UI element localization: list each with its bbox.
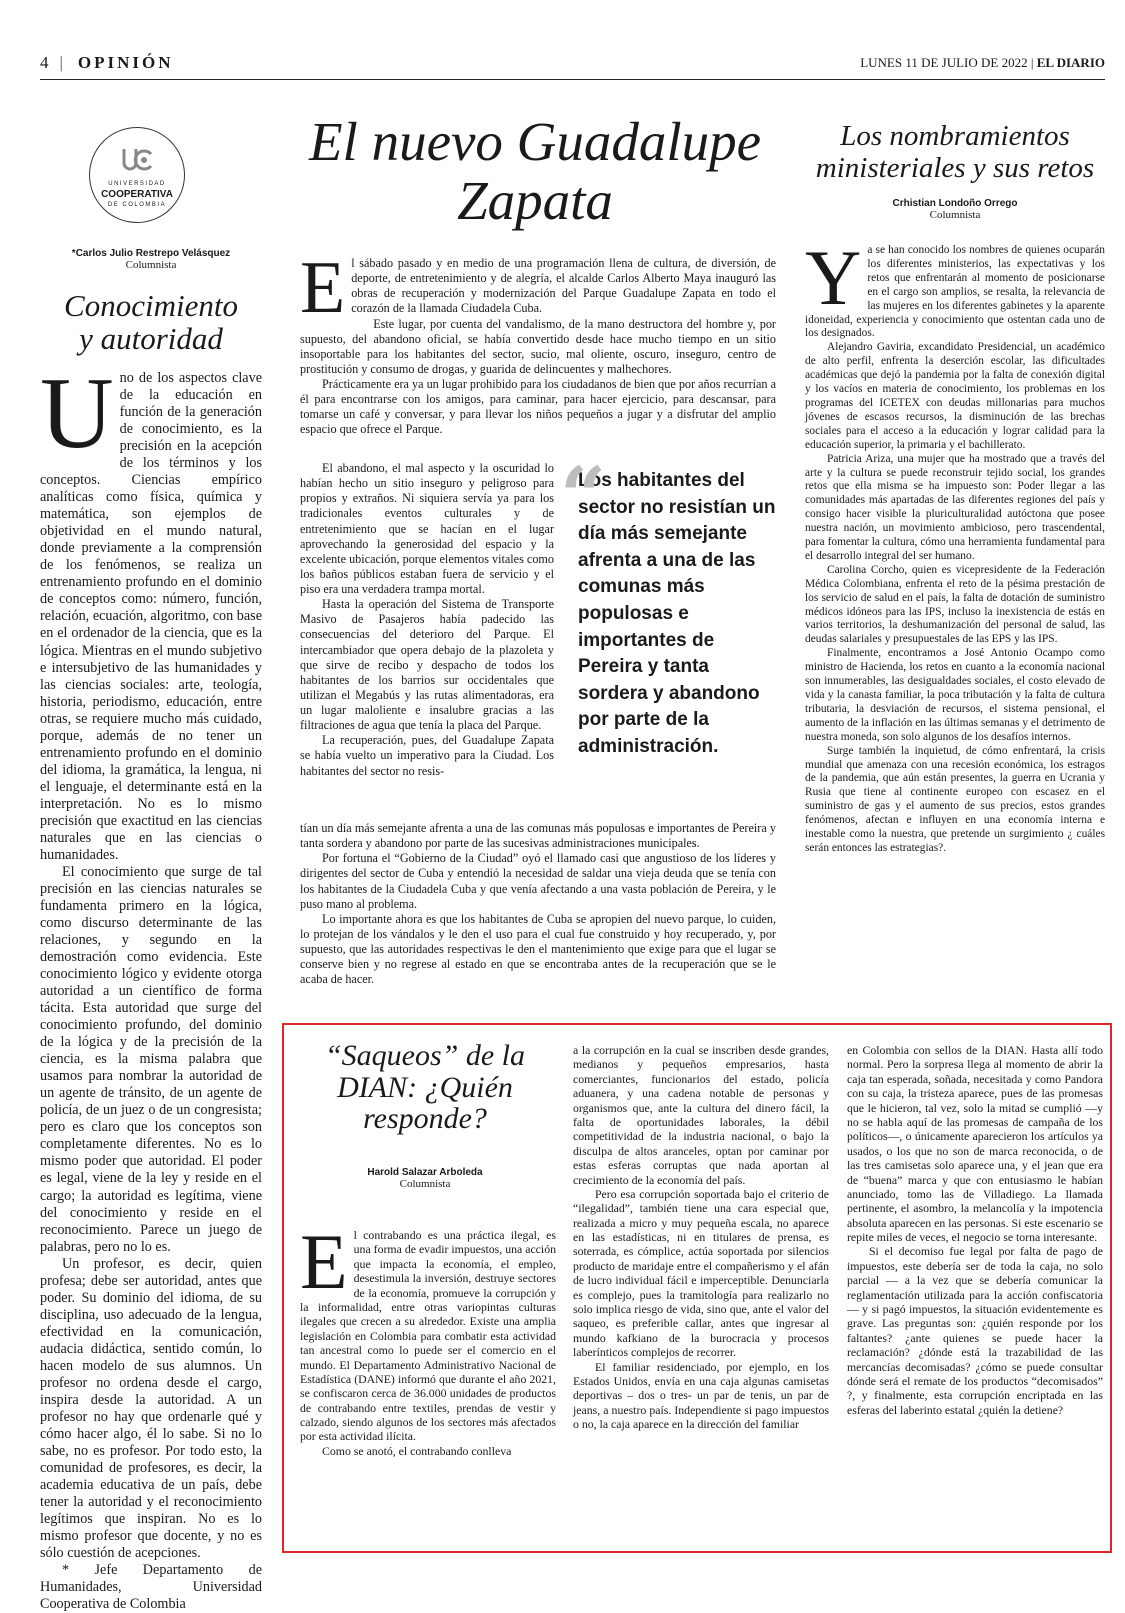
- right-author: Crhistian Londoño Orrego: [892, 198, 1018, 209]
- center-article-narrow: [300, 461, 554, 779]
- logo-text-3: DE COLOMBIA: [107, 202, 167, 208]
- paragraph: en Colombia con sellos de la DIAN. Hasta allí todo normal. Pero la sorpresa llega al momento de abrir la caja tan esperada, soñada, necesitada y como Pandora con su caja, la tristeza aparece, pues de las promesas que le hicieron, tal vez, solo la mitad se cumplió —y no se habla aquí de las promesas de campaña de los políticos—, o únicamente aparecieron los artículos ya usados, o los que no son de marca reconocida, o de las tres camisetas solo aparece una, y el jean que era de “buena” marca y que con entusiasmo le habían anunciado, tomo las de Villadiego. La llamada pertinente, el asombro, la melancolía y la impotencia absoluta aparecen en las personas. Si este escenario se repite miles de veces, el negocio se torna interesante.: [847, 1043, 1103, 1245]
- right-dropcap: Y: [805, 234, 862, 321]
- left-author: *Carlos Julio Restrepo Velásquez: [71, 248, 231, 259]
- right-role: Columnista: [929, 209, 981, 221]
- center-dropcap: E: [300, 247, 346, 329]
- paragraph: La recuperación, pues, del Guadalupe Zapata se había vuelto un imperativo para la Ciudad. Los habitantes del sector no resis-: [300, 733, 554, 778]
- paragraph: Alejandro Gaviria, excandidato Presidencial, un académico de alto perfil, enfrenta la deserción escolar, las dificultades académicas que dejó la pandemia por la falta de conexión digital y los vacíos en materia de conocimiento, los problemas en los programas del ICETEX con deudas millonarias para muchos jóvenes de escasos recursos, la disminución de las brechas sociales para el acceso a la educación y lograr calidad para la educación superior, la primaria y el bachillerato.: [805, 341, 1105, 451]
- bottom-role: Columnista: [399, 1178, 451, 1190]
- newspaper-name: EL DIARIO: [1036, 55, 1105, 70]
- paragraph: Como se anotó, el contrabando conlleva: [322, 1443, 512, 1458]
- paragraph: a se han conocido los nombres de quienes ocuparán los diferentes ministerios, las expectativas y los retos que enfrentarán al momento de posicionarse en el cargo son amplios, se resalta, la relevancia de las mujeres en los diferentes gabinetes y la aparente idoneidad, experiencia y conocimiento que ostentan cada uno de los designados.: [805, 244, 1105, 340]
- paragraph: Por fortuna el “Gobierno de la Ciudad” oyó el llamado casi que angustioso de los líderes y dirigentes del sector de Cuba y entendió la necesidad de saldar una vieja deuda que se tenía con los habitantes de la Ciudadela Cuba y que venía afectando a una vasta población de Pereira, y le puso mano al problema.: [300, 851, 776, 911]
- paragraph: Surge también la inquietud, de cómo enfrentará, la crisis mundial que amenaza con una recesión económica, los estragos de la pandemia, que aún están presentes, la guerra en Ucrania y Rusia que tiene al continente europeo con escasez en el suministro de gas y el aumento de sus precios, estos grandes fenómenos, afectan e influyen en una economía interna e inestable como la nuestra, que pretende un surgimiento ¿ cuáles serán entonces las estrategias?.: [805, 744, 1105, 854]
- paragraph: Pero esa corrupción soportada bajo el criterio de “ilegalidad”, también tiene una cara especial que, realizada a micro y muy pequeña escala, no aparece en las estadísticas, ni en titulares de prensa, es soterrada, es cómplice, actúa soportada por silencios producto de maridaje entre el compañerismo y el afán de lucro individual fácil e imperceptible. Denunciarla es complejo, pues la tramitología para realizarlo no solo implica riesgo de vida, sino que, ante el valor del saqueo, es preferible callar, antes que ingresar al mundo kafkiano de la burocracia y procesos laberínticos complejos de recorrer.: [573, 1186, 829, 1360]
- section-label: 4 | OPINIÓN: [40, 53, 174, 72]
- ucc-logo-icon: [120, 146, 156, 176]
- bottom-author: Harold Salazar Arboleda: [367, 1167, 483, 1178]
- bottom-col-3: [847, 1043, 1103, 1417]
- bottom-dropcap: E: [300, 1218, 348, 1305]
- issue-date: LUNES 11 DE JULIO DE 2022: [860, 55, 1028, 70]
- left-article-title: Conocimiento y autoridad: [64, 288, 238, 356]
- pull-quote-text: Los habitantes del sector no resistían un día más semejante afrenta a una de las comunas más populosas e importantes de Pereira y tanta sordera y abandono por parte de la administración.: [578, 470, 776, 757]
- paragraph: Hasta la operación del Sistema de Transporte Masivo de Pasajeros había padecido las consecuencias del deterioro del Parque. El intercambiador que opera debajo de la plazoleta y que sirve de recibo y despacho de todos los habitantes de los barrios sur occidentales que utilizan el Megabús y las rutas alimentadoras, era un lugar maloliente e insalubre gracias a las filtraciones de agua que tenía la placa del Parque.: [300, 597, 554, 733]
- paragraph: Un profesor, es decir, quien profesa; debe ser autoridad, antes que poder. Su dominio del idioma, de su disciplina, uso adecuado de la lengua, efectividad en la comunicación, audacia didáctica, sentido común, lo hacen modelo de sus alumnos. Un profesor no ordena desde el cargo, inspira desde la autoridad. A un profesor no hay que ordenarle qué y cómo hacer algo, él lo sabe. Si no lo sabe, no es profesor. Por todo esto, la comunidad de profesores, es decir, la academia educativa de un país, debe tener la autoridad y el reconocimiento legítimos que inspiran. No es lo mismo profesor que docente, y no es sólo cuestión de acepciones.: [40, 1255, 262, 1562]
- paragraph: Lo importante ahora es que los habitantes de Cuba se apropien del nuevo parque, lo cuiden, lo protejan de los vándalos y le den el uso para el cual fue construido y hoy recuperado, y, por supuesto, que las autoridades respectivas le den el mantenimiento que exige para que el lugar se conserve bien y no regrese al estado en que se encontraba antes de la recuperación que se le acaba de hacer.: [300, 911, 776, 987]
- paragraph: El abandono, el mal aspecto y la oscuridad lo habían hecho un sitio inseguro y peligroso para propios y extraños. Ni siquiera servía ya para los tradicionales eventos culturales y de entretenimiento que se hacían en el lugar aprovechando la generosidad del espacio y la excelente ubicación, porque elementos vitales como los baños públicos estaban fuera de servicio y el piso era una verdadera trampa mortal.: [300, 461, 554, 596]
- bottom-byline: [300, 1167, 550, 1190]
- paragraph: Prácticamente era ya un lugar prohibido para los ciudadanos de bien que por años recurrían a él para encontrarse con los amigos, para caminar, para hacer ejercicio, para descansar, para tomarse un café y conversar, y para llevar los niños pequeños a jugar y a disfrutar del amplio espacio que ofrece el Parque.: [300, 377, 776, 437]
- right-byline: [800, 198, 1110, 221]
- paragraph: Carolina Corcho, quien es vicepresidente de la Federación Médica Colombiana, enfrenta el reto de la pésima prestación de los servicio de salud en el país, la falta de dotación de suministro médicos idóneos para las IPS, incluso la inexistencia de estás en varios territorios, la deshumanización del personal de salud, las deudas salariales y presupuestales de las EPS y las IPS.: [805, 563, 1105, 646]
- center-article-title: El nuevo Guadalupe Zapata: [308, 111, 762, 232]
- bottom-col-2: [573, 1043, 829, 1432]
- paragraph: no de los aspectos clave de la educación en función de la generación de conocimiento, es la precisión en la acepción de los términos y los conceptos. Ciencias empírico analíticas como física, química y matemática, son ejemplos de objetividad en el mundo natural, donde previamente a la comprensión de los fenómenos, se realiza un entrenamiento profundo en el dominio de conceptos como: número, función, relación, ecuación, algoritmo, con base en el ordenador de la ciencia, que es la lógica. Mientras en el mundo subjetivo e intersubjetivo de las humanidades y las ciencias sociales: arte, teología, historia, periodismo, educación, entre otras, se requiere mucho más cuidado, porque, además de no tener un entrenamiento profundo en el dominio del idioma, la gramática, la lengua, ni el lenguaje, el determinante está en la interpretación. No es lo mismo precisión que exactitud en las ciencias naturales que en las ciencias o humanidades.: [40, 370, 262, 863]
- bottom-article-title: “Saqueos” de la DIAN: ¿Quién responde?: [324, 1039, 525, 1135]
- quote-mark-icon: “: [560, 449, 607, 543]
- page-number: 4: [40, 53, 52, 72]
- paragraph: El familiar residenciado, por ejemplo, en los Estados Unidos, envía en una caja algunas camisetas deportivas – dos o tres- un par de tenis, un par de jeans, a nuestro país. Independiente si pago impuestos o no, la caja aparece en la dirección del familiar: [573, 1359, 829, 1432]
- right-article-body: [805, 234, 1105, 856]
- paragraph: a la corrupción en la cual se inscriben desde grandes, medianos y pequeños empresarios, hasta comerciantes, funcionarios del estado, policía aduanera, y una cadena notable de personas y organismos que, ante la cultura del dinero fácil, la falta de oportunidades laborales, la débil competitividad de la industria nacional, o bajo la disculpa de altos aranceles, optan por caminar por estas esferas corruptas que nada aportan al crecimiento de la economía del país.: [573, 1043, 829, 1187]
- right-article-title: Los nombramientos ministeriales y sus retos: [815, 120, 1095, 185]
- paragraph: El conocimiento que surge de tal precisión en las ciencias naturales se fundamenta primero en la lógica, como discurso determinante de las relaciones, y segundo en la demostración como evidencia. Este conocimiento lógico y evidente otorga autoridad a un científico de forma tácita. Esta autoridad que surge del conocimiento profundo, del dominio de la lógica y de la precisión de la ciencia, es la misma palabra que usamos para nombrar la autoridad de un agente de tránsito, de un agente de policía, de un juez o de un congresista; pero es claro que los conceptos son completamente diferentes. No es lo mismo poder que autoridad. El poder es legal, viene de la ley y reside en el cargo; la autoridad es legítima, viene del conocimiento y reside en el reconocimiento. Parece un juego de palabras, pero no lo es.: [40, 863, 262, 1255]
- pull-quote: [560, 449, 778, 761]
- center-article-bottom: [300, 821, 776, 987]
- center-article-top: [300, 247, 776, 438]
- left-role: Columnista: [125, 259, 177, 271]
- logo-text-2: COOPERATIVA: [101, 189, 173, 200]
- paragraph: Patricia Ariza, una mujer que ha mostrado que a través del arte y la cultura se puede reconstruir tejido social, los grandes retos que ella misma se ha impuesto son: Poder llegar a las comunidades más apartadas de las diferentes regiones del país y consigo hacer visible la pluriculturalidad autóctona que posee nuestra nación, un movimiento ambicioso, pero trascendental, para fomentar la cultura, cómo una herramienta fundamental para el desarrollo integral del ser humano.: [805, 452, 1105, 562]
- paragraph: l contrabando es una práctica ilegal, es una forma de evadir impuestos, una acción que impacta la economía, el empleo, desestimula la inversión, destruye sectores de la economía, promueve la corrupción y la informalidad, entre otras variopintas culturas ilegales que crecen a su alrededor. Existe una amplia legislación en Colombia para combatir esta actividad tan ancestral como lo puede ser el comercio en el mundo. El Departamento Administrativo Nacional de Estadística (DANE) informó que durante el año 2021, se confiscaron cerca de 36.000 unidades de productos de contrabando entre textiles, prendas de vestir y calzado, siendo algunos de los sectores más afectados por esta actividad ilícita.: [300, 1228, 556, 1444]
- paragraph: tían un día más semejante afrenta a una de las comunas más populosas e importantes de Pereira y tanta sordera y abandono por parte de las sucesivas administraciones municipales.: [300, 821, 776, 851]
- paragraph: Finalmente, encontramos a José Antonio Ocampo como ministro de Hacienda, los retos en cuanto a la economía nacional son innumerables, las desigualdades sociales, el costo elevado de vida y la canasta familiar, la poca tributación y la falta de cultura tributaria, la desviación de recursos, el sistema pensional, el aumento de la inflación en las últimas semanas y el detrimento de nuestra moneda, son solo algunos de los desafíos internos.: [805, 647, 1105, 743]
- left-dropcap: U: [40, 357, 114, 470]
- date-line: LUNES 11 DE JULIO DE 2022 | EL DIARIO: [860, 55, 1105, 70]
- logo-text-1: UNIVERSIDAD: [108, 181, 166, 187]
- paragraph: l sábado pasado y en medio de una programación llena de cultura, de diversión, de deporte, de entretenimiento y de alegría, el alcalde Carlos Alberto Maya inauguró las obras de recuperación y modernización del Parque Guadalupe Zapata en todo el corazón de la llamada Ciudadela Cuba.: [351, 256, 776, 316]
- university-logo: [89, 127, 185, 223]
- bottom-col-1: [300, 1218, 556, 1458]
- page-header: [40, 50, 1105, 80]
- paragraph: Si el decomiso fue legal por falta de pago de impuestos, este debería ser de toda la caja, no solo parcial — a la vez que se debería comunicar la reglamentación utilizada para la acción confiscatoria— y si pagó impuestos, la situación evidentemente es grave. Las preguntas son: ¿quién responde por los faltantes? ¿ante quienes se puede hacer la reclamación? ¿dónde está la trazabilidad de las mercancías decomisadas? ¿cómo se puede consultar dónde será el remate de los productos “decomisados” ?, y finalmente, esta corrupción encriptada en las esferas del laberinto estatal ¿quién la detiene?: [847, 1244, 1103, 1417]
- section-name: OPINIÓN: [77, 53, 174, 72]
- left-byline: [40, 248, 262, 271]
- left-article-body: [40, 357, 262, 1613]
- paragraph: Este lugar, por cuenta del vandalismo, de la mano destructora del hombre y, por supuesto, del abandono oficial, se había convertido desde hace mucho tiempo en un sitio insoportable para los habitantes del sector, sucio, mal oliente, oscuro, inseguro, centro de prostitución y consumo de drogas, y guarida de delincuentes y malhechores.: [300, 316, 776, 376]
- footnote: * Jefe Departamento de Humanidades, Universidad Cooperativa de Colombia: [40, 1562, 262, 1613]
